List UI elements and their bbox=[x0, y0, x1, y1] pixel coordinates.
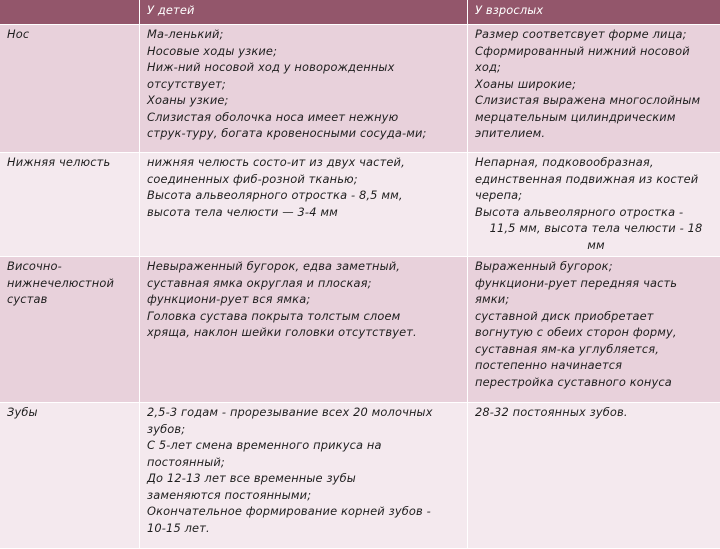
row-label: Зубы bbox=[0, 403, 140, 549]
header-row bbox=[0, 0, 720, 25]
row-label: Височно- нижнечелюстной сустав bbox=[0, 257, 140, 403]
children-cell: Невыраженный бугорок, едва заметный, суставная ямка округлая и плоская; функциони-рует вся ямка; Головка сустава покрыта толстым слоем хряща, наклон шейки головки отсутствует. bbox=[140, 257, 468, 403]
row-tmj bbox=[0, 257, 720, 403]
adults-cell: Выраженный бугорок; функциони-рует передняя часть ямки; суставной диск приобретает вогнутую с обеих сторон форму, суставная ям-ка углубляется, постепенно начинается перестройка суставного конуса bbox=[468, 257, 720, 403]
children-cell: 2,5-3 годам - прорезывание всех 20 молочных зубов; С 5-лет смена временного прикуса на постоянный; До 12-13 лет все временные зубы заменяются постоянными; Окончательное формирование корней зубов - 10-15 лет. bbox=[140, 403, 468, 549]
adults-cell: 28-32 постоянных зубов. bbox=[468, 403, 720, 549]
children-cell: Ма-ленький; Носовые ходы узкие; Ниж-ний носовой ход у новорожденных отсутствует; Хоаны узкие; Слизистая оболочка носа имеет нежную струк-туру, богата кровеносными сосуда-ми; bbox=[140, 25, 468, 153]
row-label: Нижняя челюсть bbox=[0, 153, 140, 257]
header-adults: У взрослых bbox=[468, 0, 720, 25]
row-lower-jaw bbox=[0, 153, 720, 257]
row-label: Нос bbox=[0, 25, 140, 153]
header-children: У детей bbox=[140, 0, 468, 25]
children-cell: нижняя челюсть состо-ит из двух частей, соединенных фиб-розной тканью; Высота альвеолярного отростка - 8,5 мм, высота тела челюсти — 3-4 мм bbox=[140, 153, 468, 257]
adults-cell: Непарная, подковообразная, единственная подвижная из костей черепа; Высота альвеолярного отростка - 11,5 мм, высота тела челюсти - 18 мм bbox=[468, 153, 720, 257]
adults-cell: Размер соответсвует форме лица; Сформированный нижний носовой ход; Хоаны широкие; Слизистая выражена многослойным мерцательным цилиндрическим эпителием. bbox=[468, 25, 720, 153]
header-empty bbox=[0, 0, 140, 25]
row-nose bbox=[0, 25, 720, 153]
row-teeth bbox=[0, 403, 720, 549]
